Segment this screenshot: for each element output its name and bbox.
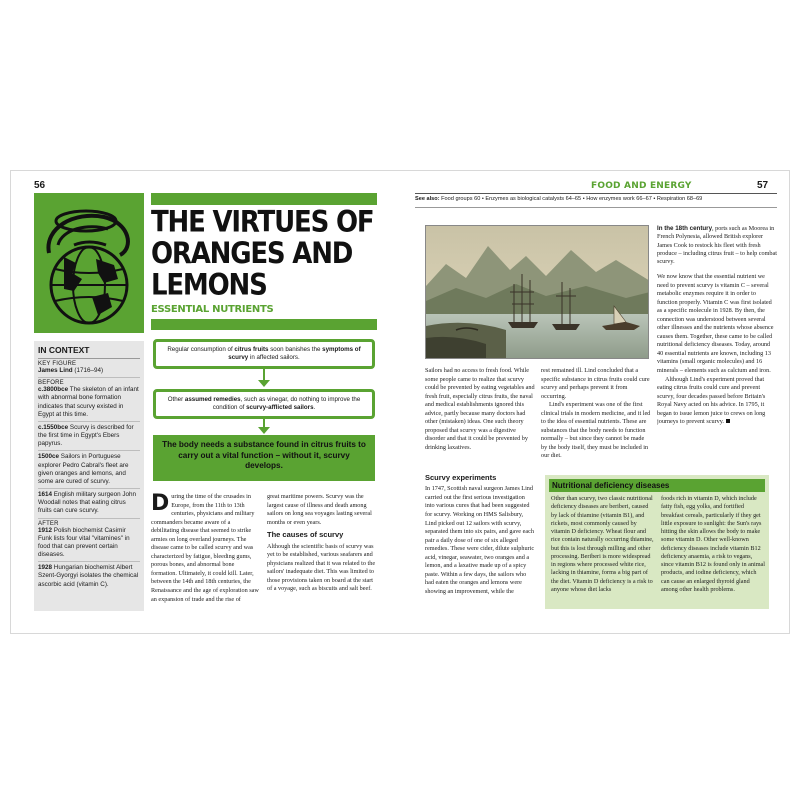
end-square-icon — [726, 419, 730, 423]
title-accent-bar — [151, 193, 377, 205]
left-page-number: 56 — [34, 180, 46, 191]
harbor-painting-image — [426, 226, 649, 359]
timeline-item: 1928 Hungarian biochemist Albert Szent-Gyorgyi isolates the chemical ascorbic acid (vitamin C). — [38, 564, 139, 588]
subtitle-accent-bar — [151, 319, 377, 330]
key-figure: James Lind (1716–94) — [38, 367, 140, 378]
flowchart-conclusion: The body needs a substance found in citrus fruits to carry out a vital function – without it, scurvy develops. — [153, 435, 375, 481]
body-column-1: During the time of the crusades in Europe, from the 11th to 13th centuries, physicians and military commanders became aware of a debilitating disease that seemed to strike armies on long overland journeys. The disease came to be called scurvy and was characterized by fatigue, bleeding gums, porous bones, and abnormal bone formation. Ultimately, it could kill. Later, between the 14th and 18th centuries, the Renaissance and the age of exploration saw an expansion of trade and the rise of — [151, 493, 259, 603]
chapter-icon-panel — [34, 193, 144, 333]
see-also-rule — [415, 207, 777, 208]
after-label: AFTER — [38, 520, 59, 527]
see-also-line: See also: Food groups 60 • Enzymes as biological catalysts 64–65 • How enzymes work 66–67 • Respiration 68–69 — [415, 196, 703, 202]
timeline-item: c.1550bce Scurvy is described for the first time in Egypt's Ebers papyrus. — [38, 424, 140, 452]
timeline-item: 1500ce Sailors in Portuguese explorer Pedro Cabral's fleet are given oranges and lemons, and some are cured of scurvy. — [38, 453, 140, 489]
flow-arrow-icon — [258, 380, 270, 387]
sidebar-heading: Nutritional deficiency diseases — [549, 479, 765, 492]
harbor-painting — [425, 225, 649, 359]
timeline-item: 1912 Polish biochemist Casimir Funk lists four vital "vitamines" in food that can prevent certain diseases. — [38, 527, 140, 563]
deficiency-sidebar — [545, 475, 769, 609]
painting-caption: In the 18th century, ports such as Moorea in French Polynesia, allowed British explorer James Cook to restock his fleet with fresh produce – including citrus fruit – to help combat scurvy. — [657, 225, 777, 265]
body-column-right: We now know that the essential nutrient we need to prevent scurvy is vitamin C – several metabolic enzymes require it in order to function properly. Vitamin C was first isolated as a specific molecule in 1928. By then, the connection was understood between several other illnesses and the nutrients whose absence causes them. Together, these came to be called nutritional deficiency diseases. Today, around 40 essential nutrients are known, including 13 vitamins (small organic molecules) and 16 minerals – elements such as calcium and iron. Although Lind's experiment proved that eating citrus fruits could cure and prevent scurvy, four decades passed before Britain's Royal Navy acted on his advice. In 1795, it began to issue lemon juice to crews on long journeys to prevent scurvy. — [657, 273, 774, 426]
page-title: THE VIRTUES OF ORANGES AND LEMONS — [151, 205, 374, 303]
book-spread — [10, 170, 790, 634]
globe-in-grass-icon — [34, 193, 144, 333]
body-column-2: great maritime powers. Scurvy was the largest cause of illness and death among sailors on long sea voyages lasting several months or even years. The causes of scurvy Although the scientific basis of scurvy was yet to be established, various seafarers and physicians realized that it was related to the sailors' inadequate diet. This was limited to those provisions taken on board at the start of a voyage, such as biscuits and salt beef. — [267, 493, 376, 593]
body-column-4: rest remained ill. Lind concluded that a specific substance in citrus fruits could cure scurvy and perhaps prevent it from occurring. Lind's experiment was one of the first clinical trials in modern medicine, and it led to the idea of essential nutrients. These are substances that the body needs to function normally – but since they cannot be made by the body itself, they must be included in our diet. — [541, 367, 651, 460]
sidebar-column-2: foods rich in vitamin D, which include fatty fish, egg yolks, and fortified breakfast cereals, particularly if they get little exposure to sunlight: the Sun's rays hitting the skin allows the body to make some vitamin D. Other well-known deficiency diseases include vitamin B12 deficiency anaemia, a risk to vegans, since vitamin B12 is found only in animal products, and iodine deficiency, which can cause an enlarged thyroid gland among other health problems. — [661, 495, 765, 593]
section-header: FOOD AND ENERGY — [591, 181, 692, 191]
key-figure-label: KEY FIGURE — [38, 361, 77, 367]
header-rule — [415, 193, 777, 194]
flowchart-box-2: Other assumed remedies, such as vinegar, do nothing to improve the condition of scurvy-afflicted sailors. — [153, 389, 375, 419]
sidebar-column-1: Other than scurvy, two classic nutritional deficiency diseases are beriberi, caused by lack of thiamine (vitamin B1), and rickets, most commonly caused by vitamin D deficiency. Wheat flour and rice contain naturally occurring thiamine, but this is lost through milling and other processing. Beriberi is more widespread in regions where processed white rice, lacking in thiamine, forms a big part of the diet. Vitamin D deficiency is a risk to anyone whose diet lacks — [551, 495, 654, 593]
right-page-number: 57 — [757, 180, 769, 191]
experiments-heading: Scurvy experiments — [425, 473, 497, 482]
drop-cap: D — [151, 493, 170, 516]
flow-arrow-icon — [258, 427, 270, 434]
in-context-heading: IN CONTEXT — [38, 345, 90, 355]
timeline-item: c.3800bce The skeleton of an infant with abnormal bone formation indicates that scurvy existed in Egypt at this time. — [38, 386, 140, 422]
in-context-panel — [34, 341, 144, 611]
flowchart-box-1: Regular consumption of citrus fruits soon banishes the symptoms of scurvy in affected sailors. — [153, 339, 375, 369]
page-subtitle: ESSENTIAL NUTRIENTS — [151, 304, 274, 315]
causes-heading: The causes of scurvy — [267, 530, 344, 540]
body-column-3b: Scurvy experiments In 1747, Scottish naval surgeon James Lind carried out the first serious investigation into various cures that had been suggested for scurvy. Working on HMS Salisbury, Lind picked out 12 sailors with scurvy, separated them into six pairs, and gave each pair a daily dose of one of six alleged remedies. These were cider, dilute sulphuric acid, vinegar, seawater, two oranges and a lemon, and a laxative made up of a spicy paste. Within a few days, the sailors who had eaten the oranges and lemons were showing an improvement, while the — [425, 473, 535, 595]
before-label: BEFORE — [38, 380, 64, 387]
body-column-3: Sailors had no access to fresh food. While some people came to realize that scurvy could be prevented by eating vegetables and fresh fruit, especially citrus fruits, the naval and medical establishments ignored this advice, partly because many doctors had other (mistaken) ideas. One such theory proposed that scurvy was a digestive disorder and that it could be prevented by drinking laxatives. — [425, 367, 535, 451]
timeline-item: 1614 English military surgeon John Woodall notes that eating citrus fruits can cure scurvy. — [38, 491, 140, 519]
